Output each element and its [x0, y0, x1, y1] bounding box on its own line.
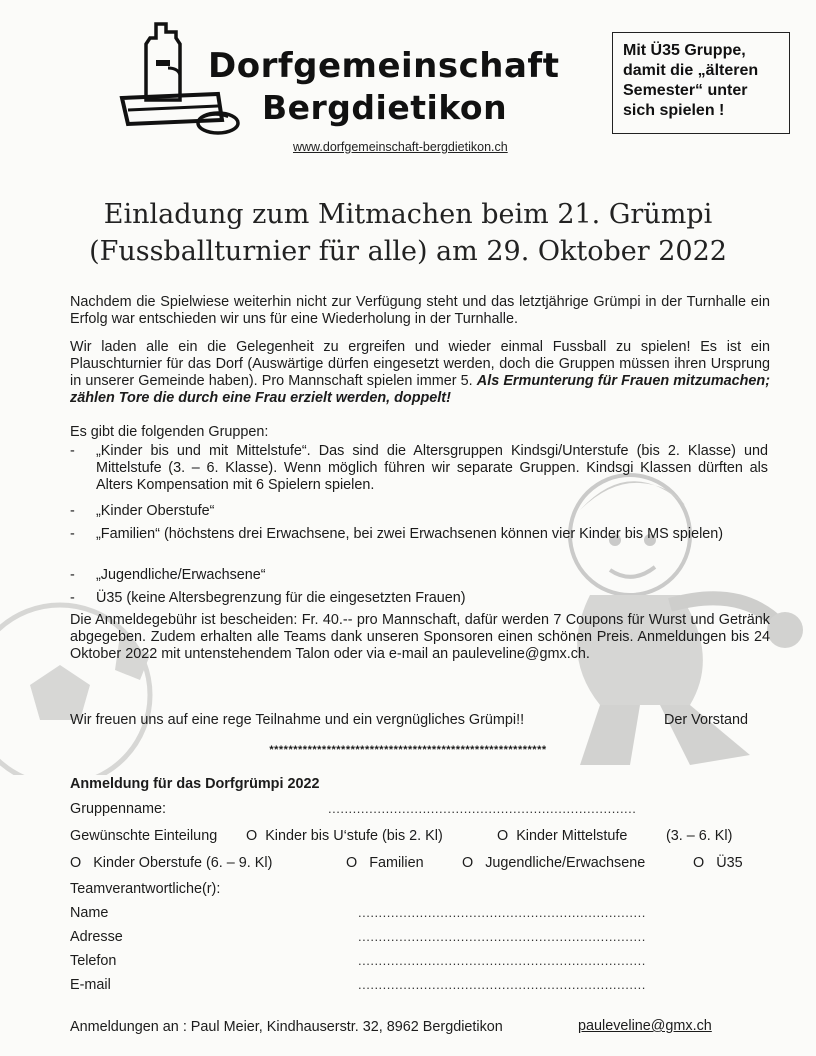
org-name-line1: Dorfgemeinschaft — [208, 46, 560, 86]
email-field[interactable]: ...................................................................... — [358, 977, 646, 992]
option-label: Kinder Mittelstufe — [516, 828, 628, 844]
option-label: Kinder bis U‘stufe (bis 2. Kl) — [265, 828, 443, 844]
radio-circle[interactable]: O — [70, 855, 82, 871]
bullet-dash: - — [70, 503, 75, 519]
group-item-u35: Ü35 (keine Altersbegrenzung für die eingesetzten Frauen) — [96, 590, 466, 606]
option-jugendliche[interactable] — [462, 855, 645, 871]
group-item-kinder-oberstufe: „Kinder Oberstufe“ — [96, 503, 215, 519]
women-goals-note: Als Ermunterung für Frauen mitzumachen; zählen Tore die durch eine Frau erzielt werden, doppelt! — [70, 373, 770, 406]
separator-line: ********************************************************** — [269, 744, 547, 756]
responsible-label: Teamverantwortliche(r): — [70, 881, 221, 897]
invitation-paragraph — [70, 339, 770, 407]
radio-circle[interactable]: O — [497, 828, 509, 844]
org-name-line2: Bergdietikon — [262, 88, 508, 127]
radio-circle[interactable]: O — [346, 855, 358, 871]
bullet-dash: - — [70, 526, 75, 542]
option-label: Kinder Oberstufe (6. – 9. Kl) — [93, 855, 273, 871]
division-label: Gewünschte Einteilung — [70, 828, 218, 844]
group-name-field[interactable]: ........................................................................... — [328, 801, 637, 816]
group-item-jugendliche: „Jugendliche/Erwachsene“ — [96, 567, 266, 583]
note-line: damit die „älteren — [623, 62, 759, 79]
intro-paragraph: Nachdem die Spielwiese weiterhin nicht zur Verfügung steht und das letztjährige Grümpi in der Turnhalle ein Erfolg war entschieden wir uns für eine Wiederholung in der Turnhalle. — [70, 294, 770, 327]
note-line: Semester“ unter — [623, 82, 748, 99]
title-line1: Einladung zum Mitmachen beim 21. Grümpi — [103, 199, 713, 230]
phone-label: Telefon — [70, 953, 117, 969]
mittelstufe-range: (3. – 6. Kl) — [666, 828, 733, 844]
groups-intro: Es gibt die folgenden Gruppen: — [70, 424, 269, 440]
bullet-dash: - — [70, 443, 75, 459]
invitation-text: Wir laden alle ein die Gelegenheit zu ergreifen und wieder einmal Fussball zu spielen! Es ist ein Plauschturnier für das Dorf (Auswärtige dürfen eingesetzt werden, doch die Gruppen müssen ihren Ursprung in unserer Gemeinde haben). Pro Mannschaft spielen immer 5. — [70, 339, 770, 389]
note-line: sich spielen ! — [623, 102, 725, 119]
email-label: E-mail — [70, 977, 111, 993]
phone-field[interactable]: ...................................................................... — [358, 953, 646, 968]
send-to-address: Anmeldungen an : Paul Meier, Kindhauserstr. 32, 8962 Bergdietikon — [70, 1019, 503, 1035]
option-kinder-mittelstufe[interactable] — [497, 828, 627, 844]
radio-circle[interactable]: O — [246, 828, 258, 844]
website-link[interactable]: www.dorfgemeinschaft-bergdietikon.ch — [293, 140, 508, 154]
contact-email-link[interactable]: pauleveline@gmx.ch — [578, 1018, 712, 1034]
group-item-kinder-mittelstufe: „Kinder bis und mit Mittelstufe“. Das sind die Altersgruppen Kindsgi/Unterstufe (bis 2. Klasse) und Mittelstufe (3. – 6. Klasse). Wenn möglich führen wir separate Gruppen. Kindsgi Klassen dürften als Alters Kompensation mit 6 Spielern spielen. — [96, 443, 768, 493]
address-label: Adresse — [70, 929, 123, 945]
u35-note-box — [612, 32, 790, 134]
name-label: Name — [70, 905, 109, 921]
fee-paragraph: Die Anmeldegebühr ist bescheiden: Fr. 40.-- pro Mannschaft, dafür werden 7 Coupons für Wurst und Getränk abgegeben. Zudem erhalten alle Teams dank unseren Sponsoren einen schönen Preis. Anmeldungen bis 24 Oktober 2022 mit untenstehendem Talon oder via e-mail an pauleveline@gmx.ch. — [70, 612, 770, 662]
bullet-dash: - — [70, 567, 75, 583]
option-label: Ü35 — [716, 855, 743, 871]
radio-circle[interactable]: O — [693, 855, 705, 871]
option-familien[interactable] — [346, 855, 424, 871]
note-line: Mit Ü35 Gruppe, — [623, 42, 746, 59]
option-u35[interactable] — [693, 855, 743, 871]
option-kinder-oberstufe[interactable] — [70, 855, 272, 871]
group-item-familien: „Familien“ (höchstens drei Erwachsene, bei zwei Erwachsenen können vier Kinder bis MS spielen) — [96, 526, 724, 542]
signature: Der Vorstand — [664, 712, 748, 728]
option-kinder-ustufe[interactable] — [246, 828, 443, 844]
address-field[interactable]: ...................................................................... — [358, 929, 646, 944]
option-label: Familien — [369, 855, 424, 871]
bullet-dash: - — [70, 590, 75, 606]
closing-text: Wir freuen uns auf eine rege Teilnahme und ein vergnügliches Grümpi!! — [70, 712, 525, 728]
name-field[interactable]: ...................................................................... — [358, 905, 646, 920]
radio-circle[interactable]: O — [462, 855, 474, 871]
option-label: Jugendliche/Erwachsene — [485, 855, 646, 871]
group-name-label: Gruppenname: — [70, 801, 166, 817]
title-line2: (Fussballturnier für alle) am 29. Oktober 2022 — [89, 236, 727, 267]
form-heading: Anmeldung für das Dorfgrümpi 2022 — [70, 776, 320, 792]
